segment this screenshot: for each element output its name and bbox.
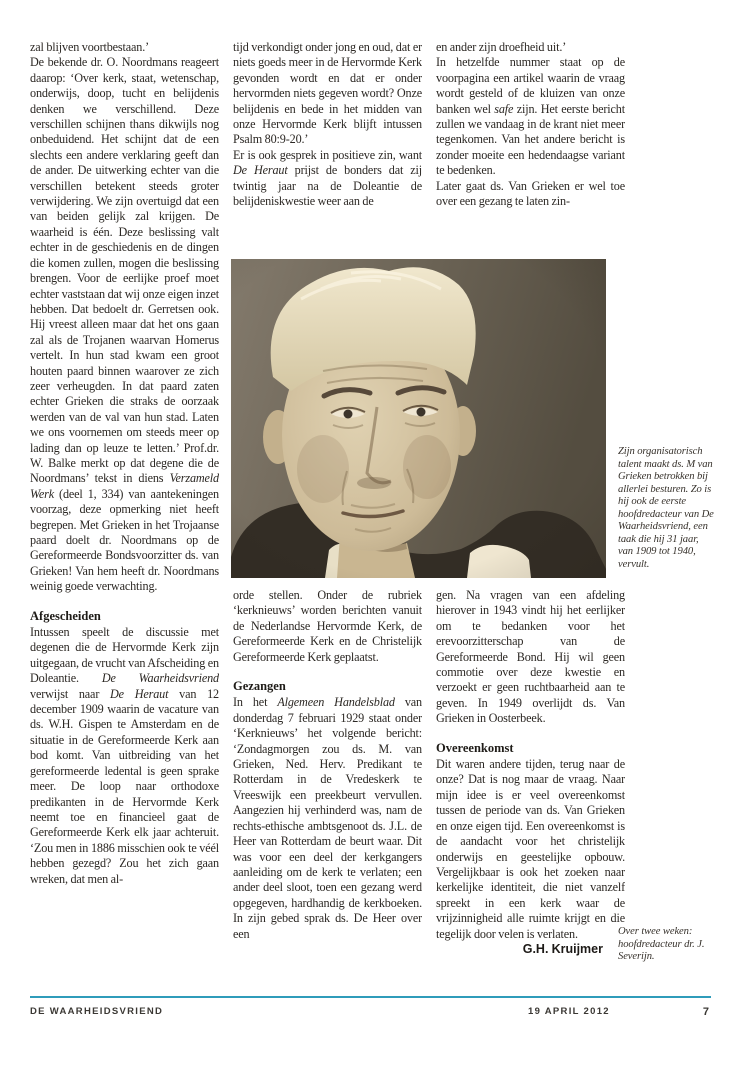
- paragraph: gen. Na vragen van een afdeling hierover in 1943 vindt hij het eerlijker om te bedanken voor het erevoorzitterschap van de Gereformeerde Bond. Hij wil geen commotie over deze kwestie en verzoekt er geen ruchtbaarheid aan te geven. In 1949 overlijdt ds. Van Grieken in Oosterbeek.: [436, 588, 625, 726]
- paragraph: orde stellen. Onder de rubriek ‘kerknieuws’ worden berichten vanuit de Nederlandse Hervormde Kerk, de Gereformeerde Kerk en de Christelijk Gereformeerde Kerk geplaatst.: [233, 588, 422, 664]
- paragraph: De bekende dr. O. Noordmans reageert daarop: ‘Over kerk, staat, wetenschap, onderwijs, doop, tucht en belijdenis denken we verschillend. Deze verschillen schijnen thans dikwijls nog onbeduidend. Het schijnt dat de een slechts een andere verklaring geeft dan de ander. De uitwerking echter van die verschillen betekent steeds groter verwijdering. We zijn overtuigd dat een van beiden gelijk zal krijgen. De waarheid is één. Deze beslissing valt echter in de geschiedenis en de dingen die komen zullen, mogen die beslissing brengen. Voor de eerlijke proef moet echter vaststaan dat wij onze eigen inzet hebben. Dat bedoelt dr. Gerretsen ook. Hij vreest alleen maar dat het ons gaan zal als de Trojanen waarvan Homerus vertelt. In hun stad kwam een groot houten paard binnen waarover ze zich zeer verheugden. In dat paard zaten echter Grieken die straks de oorzaak werden van de val van hun stad. Laten we ons voornemen om steeds meer op lading dan op leuze te letten.’ Prof.dr. W. Balke merkt op dat degene die de Noordmans’ tekst in diens Verzameld Werk (deel 1, 334) van aantekeningen voorzag, deze opmerking niet heeft begrepen. Met Grieken in het Trojaanse paard doelt dr. Noordmans op de Gereformeerde Bondsvoorzitter ds. van Grieken! Van hem heeft dr. Noordmans weinig goede verwachting.: [30, 55, 219, 594]
- article-column-3-bottom: [436, 588, 625, 990]
- author-signature: G.H. Kruijmer: [522, 941, 603, 956]
- section-heading-gezangen: Gezangen: [233, 679, 286, 694]
- portrait-photo: [231, 259, 606, 578]
- paragraph: Er is ook gesprek in positieve zin, want De Heraut prijst de bonders dat zij twintig jaar na de Doleantie de belijdeniskwestie weer aan de: [233, 147, 422, 209]
- footer-date: 19 APRIL 2012: [528, 1006, 610, 1017]
- article-column-3-top: [436, 40, 625, 256]
- footer-rule: [30, 996, 711, 998]
- margin-note-next-issue: Over twee weken: hoofdredacteur dr. J. Severijn.: [618, 926, 705, 962]
- page-footer: [30, 996, 711, 1026]
- article-column-2-top: [233, 40, 422, 256]
- paragraph: In het Algemeen Handelsblad van donderdag 7 februari 1929 staat onder ‘Kerknieuws’ het volgende bericht: ‘Zondagmorgen zou ds. M. van Grieken, Ned. Herv. Predikant te Rotterdam in de Vredeskerk te Vreeswijk een preekbeurt vervullen. Aangezien hij verhinderd was, nam de rechts-ethische ambtsgenoot ds. J.L. de Heer van Rotterdam de beurt waar. Dit was voor een deel der kerkgangers aanleiding om de kerk te verlaten; een ander deel sloot, toen een gezang werd opgegeven, hardhandig de kerkboeken. In zijn gebed sprak ds. De Heer over een: [233, 695, 422, 941]
- footer-page-number: 7: [702, 1006, 709, 1018]
- section-heading-afgescheiden: Afgescheiden: [30, 608, 101, 623]
- paragraph: zal blijven voortbestaan.’: [30, 40, 150, 54]
- paragraph: tijd verkondigt onder jong en oud, dat er niets goeds meer in de Hervormde Kerk gevonden wordt en dat er onder hervormden niets gegeven wordt? Onze belijdenis en bede in het midden van onze Hervormde Kerk blijft intussen Psalm 80:9-20.’: [233, 40, 422, 147]
- paragraph: Intussen speelt de discussie met degenen die de Hervormde Kerk zijn uitgegaan, de vrucht van Afscheiding en Doleantie. De Waarheidsvriend verwijst naar De Heraut van 12 december 1909 waarin de vacature van ds. W.H. Gispen te Amsterdam en de situatie in de Gereformeerde Kerk aan bod komt. Van uitbreiding van het gereformeerde ledental is geen sprake meer. De loop naar orthodoxe predikanten in de Hervormde Kerk neemt toe en financieel gaat de Gereformeerde Kerk elk jaar achteruit. ‘Zou men in 1886 misschien ook te véél hebben gezegd? Zou het zich gaan wreken, dat men al-: [30, 625, 219, 886]
- section-heading-overeenkomst: Overeenkomst: [436, 740, 514, 755]
- footer-journal-title: DE WAARHEIDSVRIEND: [30, 1006, 164, 1017]
- portrait-photo-graphic: [231, 259, 606, 578]
- paragraph: Dit waren andere tijden, terug naar de onze? Dat is nog maar de vraag. Naar mijn idee is er veel overeenkomst tussen de periode van ds. Van Grieken en onze eigen tijd. Een overeenkomst is de aandacht voor het christelijk onderwijs en geestelijke opbouw. Vergelijkbaar is ook het zoeken naar kerkelijke identiteit, die niet vanzelf spreekt in een kerk waar de vrijzinnigheid alle ruimte krijgt en die tegelijk door velen is verlaten.: [436, 757, 625, 941]
- article-column-1: [30, 40, 219, 955]
- photo-vignette: [231, 259, 606, 578]
- paragraph: Later gaat ds. Van Grieken er wel toe over een gezang te laten zin-: [436, 178, 625, 209]
- margin-note-van-grieken: Zijn organisatorisch talent maakt ds. M van Grieken betrokken bij allerlei besturen. Zo is hij ook de eerste hoofdredacteur van De Waarheidsvriend, een taak die hij 31 jaar, van 1909 tot 1940, vervult.: [618, 446, 714, 570]
- paragraph: en ander zijn droefheid uit.’: [436, 40, 567, 54]
- article-column-2-bottom: [233, 588, 422, 990]
- paragraph: In hetzelfde nummer staat op de voorpagina een artikel waarin de vraag wordt gesteld of de kluizen van onze banken wel safe zijn. Het eerste bericht zullen we vandaag in de krant niet meer tegenkomen. Van het andere bericht is zonder moeite een hedendaagse variant te bedenken.: [436, 55, 625, 178]
